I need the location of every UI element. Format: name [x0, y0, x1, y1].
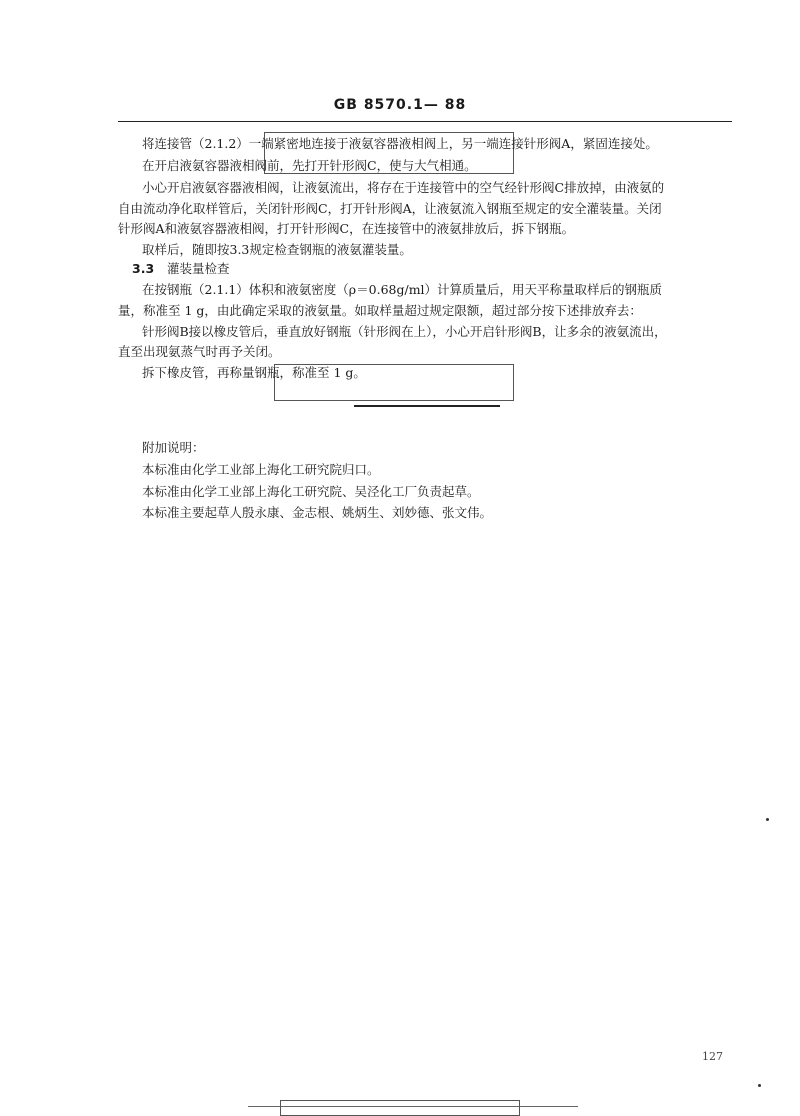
section-line: 量，称准至 1 g，由此确定采取的液氨量。如取样量超过规定限额，超过部分按下述排放弃去：: [118, 303, 642, 318]
note-item: 本标准由化学工业部上海化工研究院、吴泾化工厂负责起草。: [142, 484, 480, 499]
note-item: 本标准主要起草人殷永康、金志根、姚炳生、刘妙德、张文伟。: [142, 505, 493, 520]
section-line: 拆下橡皮管，再称量钢瓶，称准至 1 g。: [142, 365, 366, 380]
body-line: 在开启液氨容器液相阀前，先打开针形阀C，使与大气相通。: [142, 158, 477, 173]
note-item: 本标准由化学工业部上海化工研究院归口。: [142, 462, 380, 477]
header-rule: [118, 121, 732, 122]
scan-speck: [766, 818, 769, 821]
notes-heading: 附加说明：: [142, 440, 205, 455]
body-line: 将连接管（2.1.2）一端紧密地连接于液氨容器液相阀上，另一端连接针形阀A，紧固连接处。: [142, 136, 658, 151]
page-number: 127: [702, 1050, 723, 1063]
standard-code-header: GB 8570.1— 88: [333, 97, 467, 113]
section-line: 直至出现氨蒸气时再予关闭。: [118, 344, 281, 359]
body-line: 取样后，随即按3.3规定检查钢瓶的液氨灌装量。: [142, 242, 412, 257]
scan-speck: [758, 1084, 761, 1087]
body-line: 小心开启液氨容器液相阀，让液氨流出，将存在于连接管中的空气经针形阀C排放掉，由液氨的: [142, 180, 665, 195]
section-line: 针形阀B接以橡皮管后，垂直放好钢瓶（针形阀在上），小心开启针形阀B，让多余的液氨流出，: [142, 324, 667, 339]
body-line: 针形阀A和液氨容器液相阀，打开针形阀C，在连接管中的液氨排放后，拆下钢瓶。: [118, 221, 575, 236]
section-line: 在按钢瓶（2.1.1）体积和液氨密度（ρ＝0.68g/ml）计算质量后，用天平称量取样后的钢瓶质: [142, 282, 663, 297]
section-number: 3.3: [132, 261, 155, 276]
bottom-scan-box: [280, 1100, 520, 1116]
section-title: 灌装量检查: [167, 261, 230, 276]
body-line: 自由流动净化取样管后，关闭针形阀C，打开针形阀A，让液氨流入钢瓶至规定的安全灌装量。关闭: [118, 201, 662, 216]
end-of-text-rule: [354, 405, 500, 407]
